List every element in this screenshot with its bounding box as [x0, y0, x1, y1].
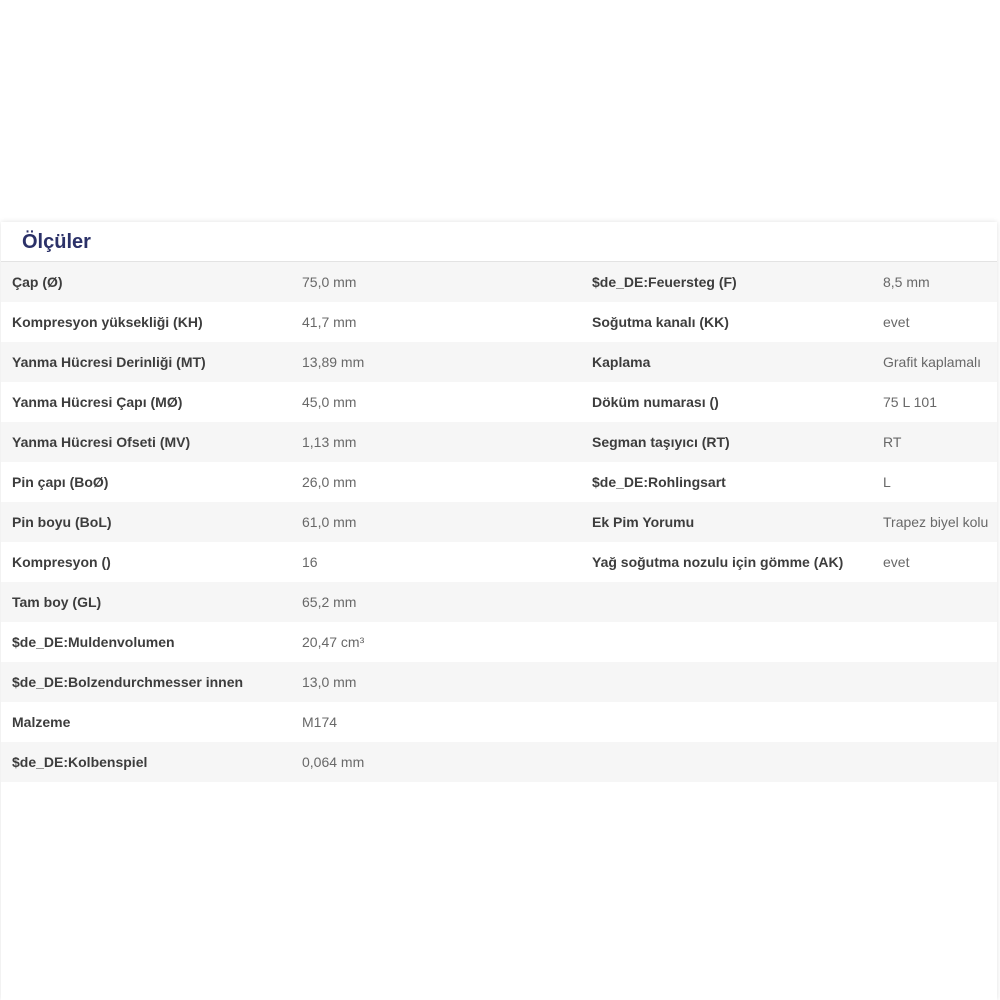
spec-label: Kompresyon yüksekliği (KH)	[12, 314, 203, 330]
spec-label: $de_DE:Muldenvolumen	[12, 634, 175, 650]
spec-label: Çap (Ø)	[12, 274, 63, 290]
section-title: Ölçüler	[22, 231, 91, 253]
spec-value: 61,0 mm	[302, 514, 357, 530]
table-row	[1, 622, 997, 662]
spec-value: 45,0 mm	[302, 394, 357, 410]
table-row	[1, 422, 997, 462]
spec-label: Yanma Hücresi Derinliği (MT)	[12, 354, 206, 370]
table-row	[1, 382, 997, 422]
spec-value: L	[883, 474, 891, 490]
spec-value: M174	[302, 714, 338, 730]
spec-label: Soğutma kanalı (KK)	[592, 314, 729, 330]
table-row	[1, 582, 997, 622]
spec-label: $de_DE:Kolbenspiel	[12, 754, 148, 770]
spec-label: Kompresyon ()	[12, 554, 111, 570]
spec-value: 20,47 cm³	[302, 634, 365, 650]
table-row	[1, 462, 997, 502]
spec-value: evet	[883, 314, 910, 330]
spec-label: $de_DE:Feuersteg (F)	[592, 274, 737, 290]
table-row	[1, 702, 997, 742]
spec-value: 26,0 mm	[302, 474, 357, 490]
spec-value: 0,064 mm	[302, 754, 365, 770]
spec-label: Kaplama	[592, 354, 651, 370]
spec-value: 1,13 mm	[302, 434, 357, 450]
spec-table	[1, 262, 997, 782]
table-row	[1, 342, 997, 382]
spec-value: Grafit kaplamalı	[883, 354, 982, 370]
spec-label: $de_DE:Rohlingsart	[592, 474, 726, 490]
spec-card	[1, 222, 997, 1000]
spec-label: $de_DE:Bolzendurchmesser innen	[12, 674, 244, 690]
spec-label: Yanma Hücresi Ofseti (MV)	[12, 434, 191, 450]
spec-value: RT	[883, 434, 902, 450]
table-row	[1, 542, 997, 582]
spec-value: 41,7 mm	[302, 314, 357, 330]
spec-label: Yanma Hücresi Çapı (MØ)	[12, 394, 183, 410]
spec-value: 75,0 mm	[302, 274, 357, 290]
spec-label: Tam boy (GL)	[12, 594, 102, 610]
spec-value: 8,5 mm	[883, 274, 930, 290]
spec-value: 65,2 mm	[302, 594, 357, 610]
spec-label: Pin boyu (BoL)	[12, 514, 112, 530]
table-row	[1, 662, 997, 702]
spec-label: Pin çapı (BoØ)	[12, 474, 109, 490]
table-row	[1, 742, 997, 782]
spec-value: 16	[302, 554, 318, 570]
spec-label: Ek Pim Yorumu	[592, 514, 695, 530]
table-row	[1, 262, 997, 302]
spec-label: Yağ soğutma nozulu için gömme (AK)	[592, 554, 844, 570]
spec-label: Döküm numarası ()	[592, 394, 719, 410]
spec-value: 13,89 mm	[302, 354, 365, 370]
table-row	[1, 302, 997, 342]
spec-value: Trapez biyel kolu	[883, 514, 989, 530]
table-row	[1, 502, 997, 542]
spec-label: Segman taşıyıcı (RT)	[592, 434, 730, 450]
spec-value: evet	[883, 554, 910, 570]
spec-label: Malzeme	[12, 714, 71, 730]
spec-value: 75 L 101	[883, 394, 937, 410]
spec-value: 13,0 mm	[302, 674, 357, 690]
